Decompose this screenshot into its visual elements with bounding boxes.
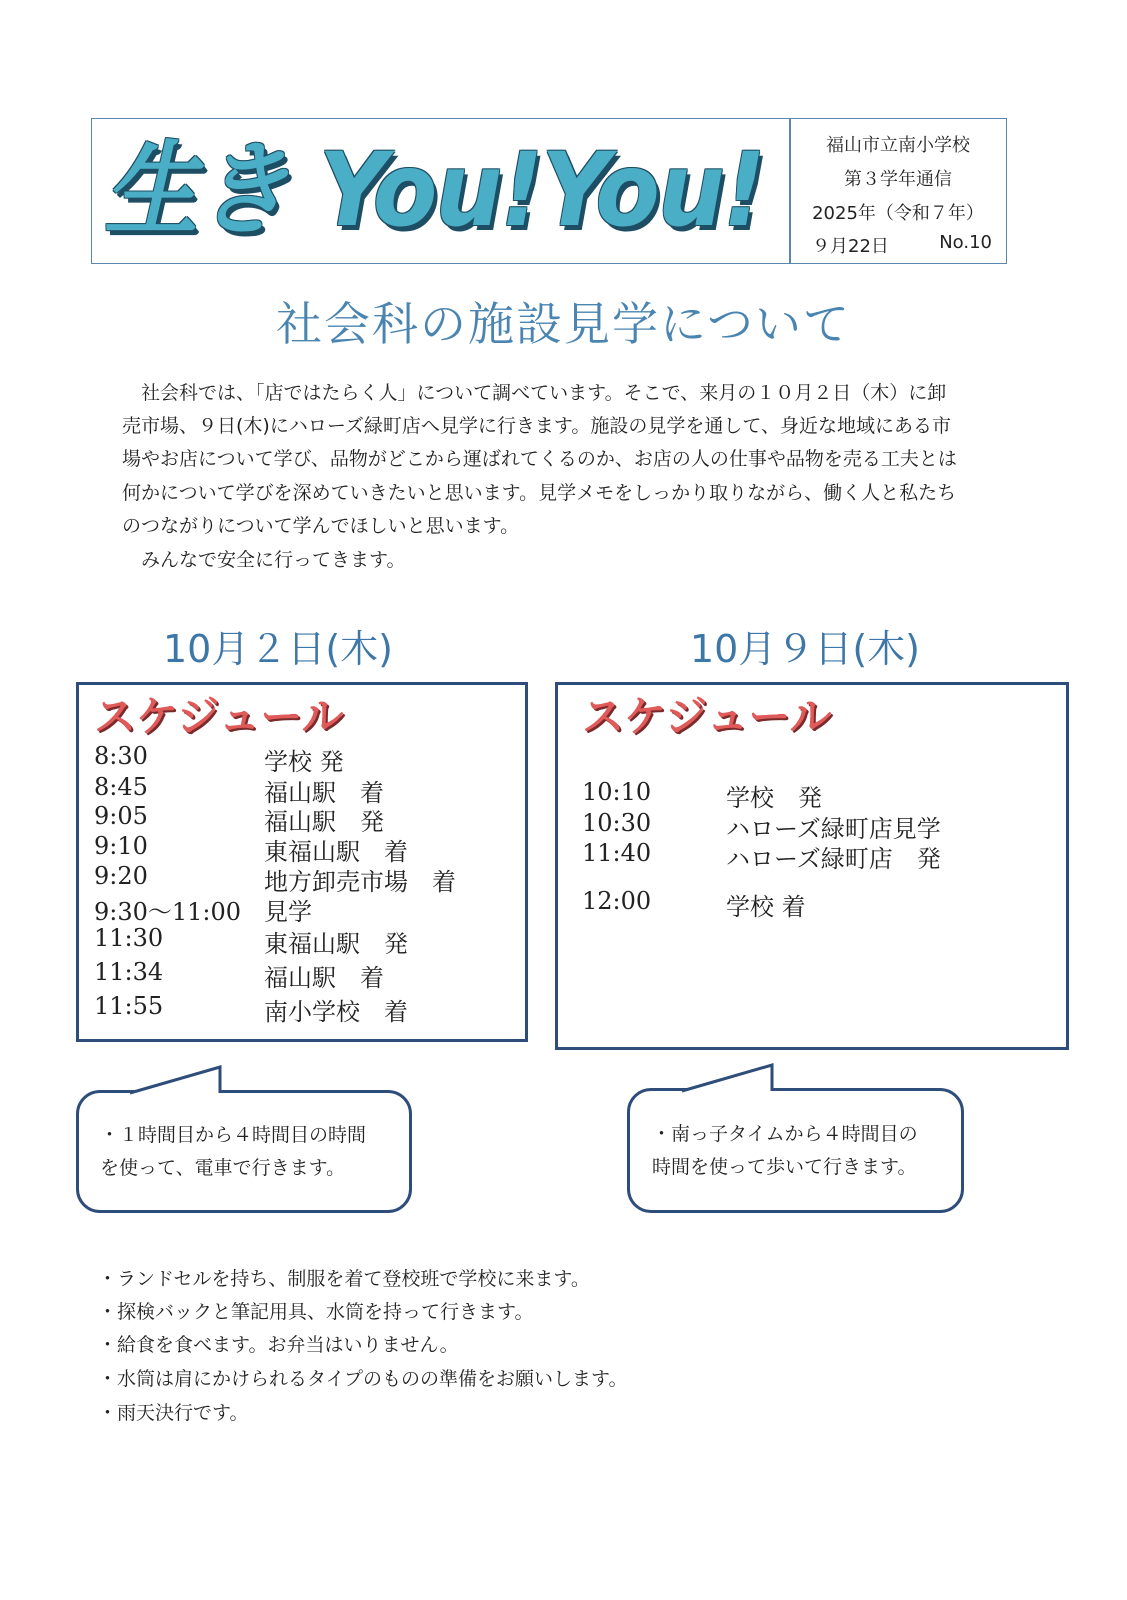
day2-schedule-heading: スケジュール xyxy=(582,692,832,741)
masthead-logo: 生き You!You! xyxy=(104,131,764,250)
schedule-event: 東福山駅 発 xyxy=(264,930,408,958)
schedule-time: 9:20 xyxy=(94,862,148,890)
schedule-event: 東福山駅 着 xyxy=(264,838,408,866)
note-item: ・水筒は肩にかけられるタイプのものの準備をお願いします。 xyxy=(98,1368,628,1390)
day2-callout-line: 時間を使って歩いて行きます。 xyxy=(652,1156,917,1178)
schedule-time: 11:55 xyxy=(94,992,164,1020)
schedule-time: 11:40 xyxy=(582,839,652,867)
schedule-time: 12:00 xyxy=(582,887,652,915)
page-title: 社会科の施設見学について xyxy=(275,297,852,351)
schedule-event: 学校 発 xyxy=(264,748,344,776)
intro-line: 社会科では、「店ではたらく人」について調べています。そこで、来月の１０月２日（木）に卸 xyxy=(122,382,947,404)
day1-callout-tail xyxy=(120,1062,230,1096)
schedule-time: 8:30 xyxy=(94,742,148,770)
school-name: 福山市立南小学校 xyxy=(826,135,970,156)
schedule-event: 福山駅 発 xyxy=(264,808,384,836)
day1-callout-line: ・１時間目から４時間目の時間 xyxy=(100,1124,367,1146)
note-item: ・給食を食べます。お弁当はいりません。 xyxy=(98,1334,459,1356)
day1-schedule-heading: スケジュール xyxy=(94,692,344,741)
note-item: ・探検バックと筆記用具、水筒を持って行きます。 xyxy=(98,1301,534,1323)
intro-line: 何かについて学びを深めていきたいと思います。見学メモをしっかり取りながら、働く人と私たち xyxy=(122,482,957,504)
schedule-event: 見学 xyxy=(264,898,312,926)
day2-callout-line: ・南っ子タイムから４時間目の xyxy=(652,1123,918,1145)
schedule-event: 地方卸売市場 着 xyxy=(264,868,456,896)
day2-callout-tail xyxy=(672,1060,782,1094)
schedule-time: 11:34 xyxy=(94,958,164,986)
issue-number: No.10 xyxy=(939,232,992,253)
issue-year: 2025年（令和７年） xyxy=(812,203,984,224)
schedule-event: 学校 発 xyxy=(726,784,822,812)
day2-date: 10月９日(木) xyxy=(690,627,921,671)
note-item: ・雨天決行です。 xyxy=(98,1402,249,1424)
day1-callout-line: を使って、電車で行きます。 xyxy=(100,1157,346,1179)
intro-line: みんなで安全に行ってきます。 xyxy=(122,549,406,571)
schedule-time: 9:05 xyxy=(94,802,148,830)
schedule-event: 学校 着 xyxy=(726,893,806,921)
schedule-time: 10:10 xyxy=(582,778,652,806)
schedule-event: 福山駅 着 xyxy=(264,964,384,992)
schedule-event: ハローズ緑町店見学 xyxy=(726,815,941,843)
schedule-time: 9:10 xyxy=(94,832,148,860)
note-item: ・ランドセルを持ち、制服を着て登校班で学校に来ます。 xyxy=(98,1268,590,1290)
schedule-time: 11:30 xyxy=(94,924,164,952)
intro-line: 場やお店について学び、品物がどこから運ばれてくるのか、お店の人の仕事や品物を売る工夫とは xyxy=(122,448,957,470)
header-divider xyxy=(789,118,791,264)
schedule-event: 福山駅 着 xyxy=(264,779,384,807)
schedule-event: ハローズ緑町店 発 xyxy=(726,845,941,873)
schedule-time: 8:45 xyxy=(94,773,148,801)
issue-date-row xyxy=(812,232,992,258)
day1-date: 10月２日(木) xyxy=(163,627,394,671)
intro-line: 売市場、９日(木)にハローズ緑町店へ見学に行きます。施設の見学を通して、身近な地域にある市 xyxy=(122,415,951,437)
intro-line: のつながりについて学んでほしいと思います。 xyxy=(122,515,520,537)
schedule-time: 9:30～11:00 xyxy=(94,898,242,926)
schedule-event: 南小学校 着 xyxy=(264,998,408,1026)
schedule-time: 10:30 xyxy=(582,809,652,837)
issue-date: ９月22日 xyxy=(812,236,889,257)
newsletter-name: 第３学年通信 xyxy=(844,169,952,190)
